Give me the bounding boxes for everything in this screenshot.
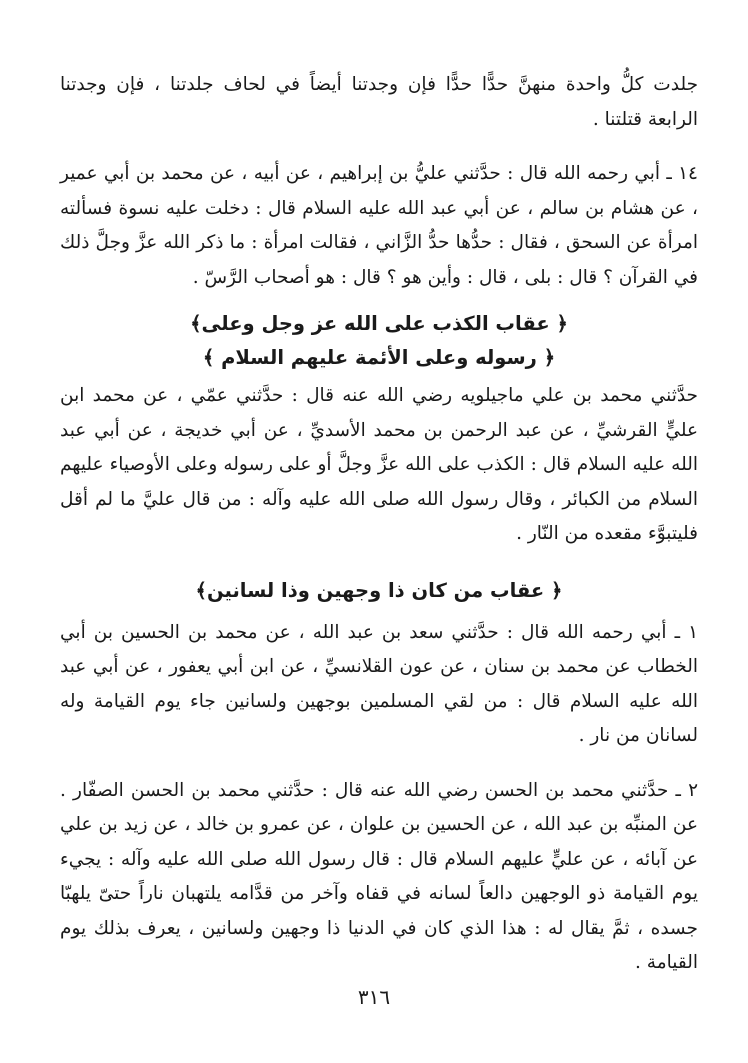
heading-lying-line1: ﴿ عقاب الكذب على الله عز وجل وعلى﴾ [190,312,568,335]
section-heading-two-faces [60,574,698,608]
hadith-two-faces-1: ١ ـ أبي رحمه الله قال : حدَّثني سعد بن عبد الله ، عن محمد بن الحسين بن أبي الخطاب عن محمد بن سنان ، عن عون القلانسيِّ ، عن ابن أبي يعفور ، عن أبي عبد الله عليه السلام قال : من لقي المسلمين بوجهين ولسانين جاء يوم القيامة وله لسانان من نار . [60,621,698,746]
paragraph-continuation: جلدت كلُّ واحدة منهنَّ حدًّا حدًّا فإن وجدتنا أيضاً في لحاف جلدتنا ، فإن وجدتنا الرابعة قتلتنا . [60,74,698,130]
heading-two-faces: ﴿ عقاب من كان ذا وجهين وذا لسانين﴾ [195,578,563,602]
section-heading-lying [60,307,698,375]
hadith-two-faces-2: ٢ ـ حدَّثني محمد بن الحسن رضي الله عنه قال : حدَّثني محمد بن الحسن الصفّار . عن المنبِّه بن عبد الله ، عن الحسين بن علوان ، عن عمرو بن خالد ، عن زيد بن علي عن آبائه ، عن عليٍّ عليهم السلام قال : قال رسول الله صلى الله عليه وآله : يجيء يوم القيامة ذو الوجهين دالعاً لسانه في قفاه وآخر من قدَّامه يلتهبان ناراً حتىّ يلهبّا جسده ، ثمَّ يقال له : هذا الذي كان في الدنيا ذا وجهين ولسانين ، يعرف بذلك يوم القيامة . [60,779,698,973]
hadith-14: ١٤ ـ أبي رحمه الله قال : حدَّثني عليُّ بن إبراهيم ، عن أبيه ، عن محمد بن أبي عمير ، عن هشام بن سالم ، عن أبي عبد الله عليه السلام قال : دخلت عليه نسوة فسألته امرأة عن السحق ، فقال : حدُّها حدُّ الزَّاني ، فقالت امرأة : ما ذكر الله عزَّ وجلَّ ذلك في القرآن ؟ قال : بلى ، قال : وأين هو ؟ قال : هو أصحاب الرَّسّ . [60,163,698,288]
hadith-lying: حدَّثني محمد بن علي ماجيلويه رضي الله عنه قال : حدَّثني عمّي ، عن محمد ابن عليٍّ القرشيِّ ، عن عبد الرحمن بن محمد الأسديِّ ، عن أبي خديجة ، عن أبي عبد الله عليه السلام قال : الكذب على الله عزَّ وجلَّ أو على رسوله وعلى الأوصياء عليهم السلام من الكبائر ، وقال رسول الله صلى الله عليه وآله : من قال عليَّ ما لم أقل فليتبوَّء مقعده من النّار . [60,385,698,544]
page-number: ٣١٦ [357,985,391,1009]
page-body [60,68,698,981]
heading-lying-line2: ﴿ رسوله وعلى الأئمة عليهم السلام ﴾ [202,346,556,369]
